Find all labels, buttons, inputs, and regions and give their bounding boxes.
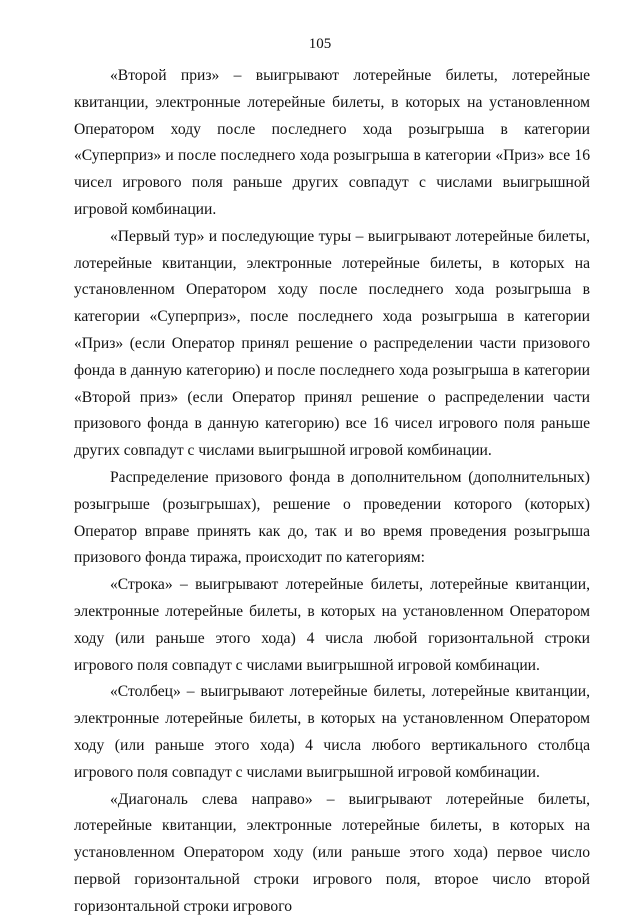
document-body [74, 63, 590, 921]
paragraph-second-prize: «Второй приз» – выигрывают лотерейные билеты, лотерейные квитанции, электронные лотерейные билеты, в которых на установленном Оператором ходу после последнего хода розыгрыша в категории «Суперприз» и после последнего хода розыгрыша в категории «Приз» все 16 чисел игрового поля раньше других совпадут с числами выигрышной игровой комбинации. [74, 67, 590, 218]
paragraph-diagonal: «Диагональ слева направо» – выигрывают лотерейные билеты, лотерейные квитанции, электронные лотерейные билеты, в которых на установленном Оператором ходу (или раньше этого хода) первое число первой горизонтальной строки игрового поля, второе число второй горизонтальной строки игрового [74, 790, 590, 915]
paragraph-first-round: «Первый тур» и последующие туры – выигрывают лотерейные билеты, лотерейные квитанции, электронные лотерейные билеты, в которых на установленном Оператором ходу после последнего хода розыгрыша в категории «Суперприз», после последнего хода розыгрыша в категории «Приз» (если Оператор принял решение о распределении части призового фонда в данную категорию) и после последнего хода розыгрыша в категории «Второй приз» (если Оператор принял решение о распределении части призового фонда в данную категорию) все 16 чисел игрового поля раньше других совпадут с числами выигрышной игровой комбинации. [74, 227, 590, 460]
paragraph-column: «Столбец» – выигрывают лотерейные билеты, лотерейные квитанции, электронные лотерейные билеты, в которых на установленном Оператором ходу (или раньше этого хода) 4 числа любого вертикального столбца игрового поля совпадут с числами выигрышной игровой комбинации. [74, 683, 590, 781]
paragraph-prize-fund-distribution: Распределение призового фонда в дополнительном (дополнительных) розыгрыше (розыгрышах), решение о проведении которого (которых) Оператор вправе принять как до, так и во время проведения розыгрыша призового фонда тиража, происходит по категориям: [74, 468, 590, 567]
page-number: 105 [308, 36, 332, 52]
paragraph-row: «Строка» – выигрывают лотерейные билеты, лотерейные квитанции, электронные лотерейные билеты, в которых на установленном Оператором ходу (или раньше этого хода) 4 числа любой горизонтальной строки игрового поля совпадут с числами выигрышной игровой комбинации. [74, 576, 590, 674]
